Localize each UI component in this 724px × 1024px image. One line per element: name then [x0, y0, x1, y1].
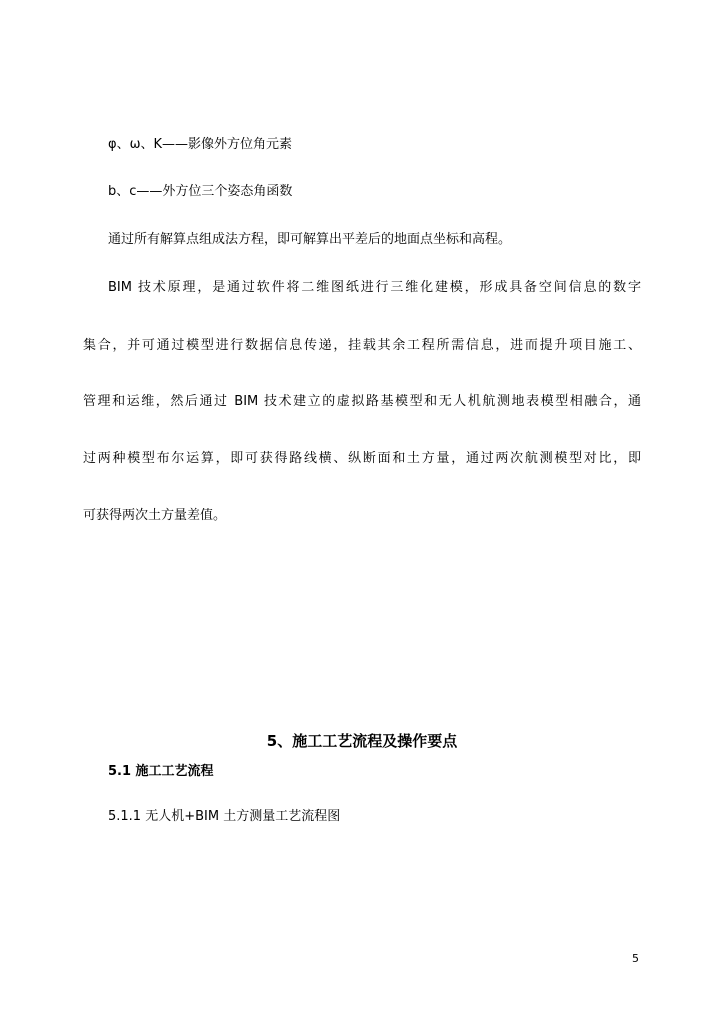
subsubsection-heading: 5.1.1 无人机+BIM 土方测量工艺流程图 — [108, 809, 341, 824]
formula-note-solution: 通过所有解算点组成法方程，即可解算出平差后的地面点坐标和高程。 — [108, 232, 512, 247]
subsection-heading: 5.1 施工工艺流程 — [108, 764, 214, 779]
formula-note-attitude-functions: b、c——外方位三个姿态角函数 — [108, 184, 293, 199]
formula-note-angle-elements: φ、ω、K——影像外方位角元素 — [108, 137, 292, 152]
paragraph-line-2: 集合，并可通过模型进行数据信息传递，挂载其余工程所需信息，进而提升项目施工、 — [83, 338, 641, 353]
page-number: 5 — [632, 952, 639, 965]
paragraph-line-3: 管理和运维，然后通过 BIM 技术建立的虚拟路基模型和无人机航测地表模型相融合，通 — [83, 394, 641, 409]
paragraph-line-4: 过两种模型布尔运算，即可获得路线横、纵断面和土方量，通过两次航测模型对比，即 — [83, 451, 641, 466]
section-heading: 5、施工工艺流程及操作要点 — [266, 732, 458, 750]
paragraph-line-5: 可获得两次土方量差值。 — [83, 508, 227, 523]
paragraph-line-1: BIM 技术原理，是通过软件将二维图纸进行三维化建模，形成具备空间信息的数字 — [108, 280, 641, 295]
